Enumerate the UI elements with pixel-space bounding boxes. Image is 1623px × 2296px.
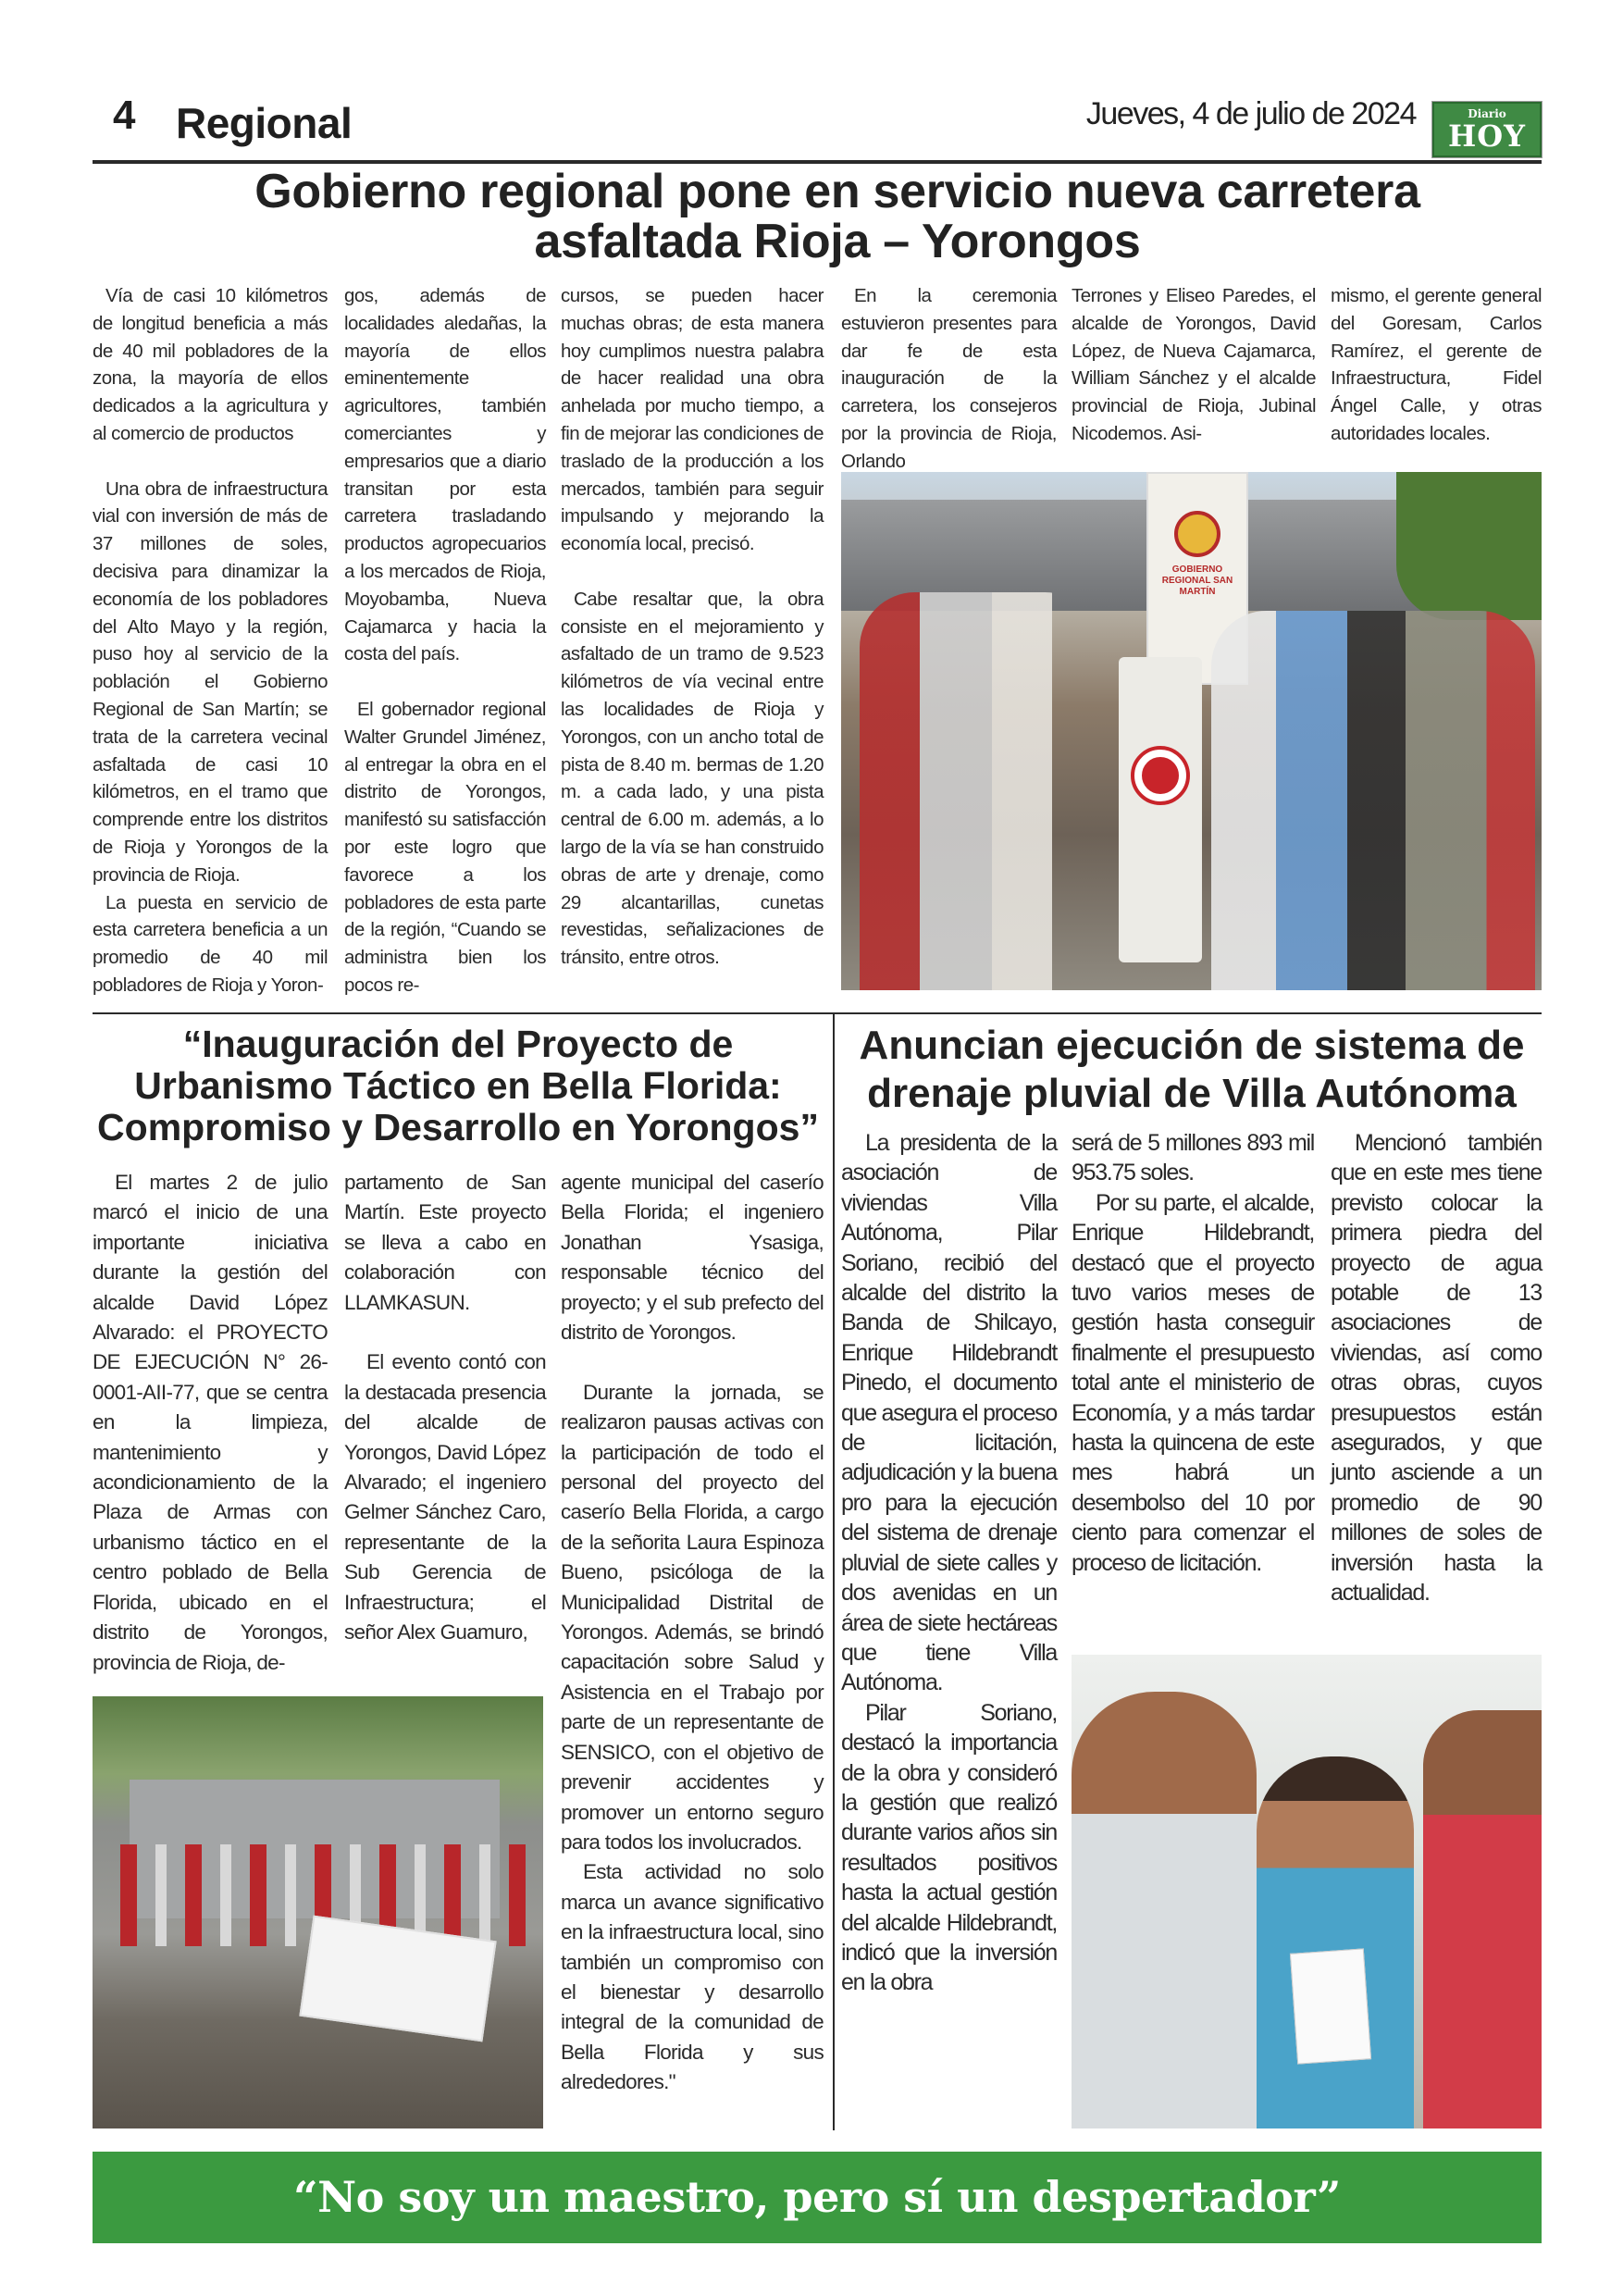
article1-col-3	[561, 282, 824, 972]
article1-headline: Gobierno regional pone en servicio nueva carretera asfaltada Rioja – Yorongos	[254, 165, 1420, 268]
paragraph: La puesta en servicio de esta carretera beneficia a un promedio de 40 mil pobladores de Rioja y Yoron-	[93, 891, 328, 996]
paragraph: partamento de San Martín. Este proyecto se lleva a cabo en colaboración con LLAMKASUN.	[344, 1171, 546, 1314]
header-rule	[93, 160, 1542, 164]
article2-headline: “Inauguración del Proyecto de Urbanismo Táctico en Bella Florida: Compromiso y Desarrollo en Yorongos”	[97, 1023, 819, 1148]
paragraph: gos, además de localidades aledañas, la mayoría de ellos eminentemente agricultores, también comerciantes y empresarios que a diario transitan por esta carretera trasladando productos agropecuarios a los mercados de Rioja, Moyobamba, Nueva Cajamarca y hacia la costa del país.	[344, 285, 546, 665]
paragraph: El martes 2 de julio marcó el inicio de una importante iniciativa durante la gestión del alcalde David López Alvarado: el PROYECTO DE EJECUCIÓN N° 26-0001-AII-77, que se centra en la limpieza, mantenimiento y acondicionamiento de la Plaza de Armas con urbanismo táctico en el centro poblado de Bella Florida, ubicado en el distrito de Yorongos, provincia de Rioja, de-	[93, 1171, 328, 1674]
logo-big-text: HOY	[1448, 118, 1526, 154]
article1-photo	[841, 472, 1542, 990]
column-divider	[833, 1014, 835, 2130]
article3-photo	[1072, 1655, 1542, 2128]
article2-col-1	[93, 1168, 328, 1678]
paragraph: mismo, el gerente general del Goresam, Carlos Ramírez, el gerente de Infraestructura, Fidel Ángel Calle, y otras autoridades locales.	[1331, 285, 1542, 444]
paragraph: Vía de casi 10 kilómetros de longitud beneficia a más de 40 mil pobladores de la zona, la mayoría de ellos dedicados a la agricultura y al comercio de productos	[93, 285, 328, 444]
article2-col-3	[561, 1168, 824, 2098]
photo-people-right	[1211, 611, 1535, 990]
paragraph: cursos, se pueden hacer muchas obras; de esta manera hoy cumplimos nuestra palabra de hacer realidad una obra anhelada por mucho tiempo, a fin de mejorar las condiciones de traslado de la producción a los mercados, también para seguir impulsando y mejorando la economía local, precisó.	[561, 285, 824, 555]
paragraph: será de 5 millones 893 mil 953.75 soles.	[1072, 1130, 1314, 1186]
paragraph: La presidenta de la asociación de viviendas Villa Autónoma, Pilar Soriano, recibió del alcalde del distrito la Banda de Shilcayo, Enrique Hildebrandt Pinedo, el documento que asegura el proceso de licitación, adjudicación y la buena pro para la ejecución del sistema de drenaje pluvial de siete calles y dos avenidas en un área de siete hectáreas que tiene Villa Autónoma.	[841, 1130, 1057, 1696]
article3-col-3	[1331, 1128, 1542, 1608]
paragraph: El gobernador regional Walter Grundel Jiménez, al entregar la obra en el distrito de Yorongos, manifestó su satisfacción por este logro que favorece a los pobladores de esta parte de la región, “Cuando se administra bien los pocos re-	[344, 698, 546, 996]
paragraph: Pilar Soriano, destacó la importancia de la obra y consideró la gestión que realizó durante varios años sin resultados positivos hasta la actual gestión del alcalde Hildebrandt, indicó que la inversión en la obra	[841, 1699, 1057, 1996]
footer-quote-banner: “No soy un maestro, pero sí un despertador”	[93, 2152, 1542, 2243]
paragraph: Por su parte, el alcalde, Enrique Hildebrandt, destacó que el proyecto tuvo varios meses de gestión hasta conseguir finalmente el presupuesto total ante el ministerio de Economía, y a más tardar hasta la quincena de este mes habrá un desembolso del 10 por ciento para comenzar el proceso de licitación.	[1072, 1189, 1314, 1576]
newspaper-logo	[1432, 102, 1542, 157]
paragraph: Esta actividad no solo marca un avance significativo en la infraestructura local, sino también un compromiso con el bienestar y desarrollo integral de la comunidad de Bella Florida y sus alrededores."	[561, 1860, 824, 2094]
page-number: 4	[113, 93, 136, 138]
article1-col-4	[841, 282, 1057, 476]
paragraph: Mencionó también que en este mes tiene previsto colocar la primera piedra del proyecto de agua potable de 13 asociaciones de viviendas, así como otras obras, cuyos presupuestos están asegurados, y que junto asciende a un promedio de 90 millones de soles de inversión hasta la actualidad.	[1331, 1130, 1542, 1607]
photo-sign-text: GOBIERNO REGIONAL SAN MARTÍN	[1161, 565, 1233, 597]
paragraph: El evento contó con la destacada presencia del alcalde de Yorongos, David López Alvarado; el ingeniero Gelmer Sánchez Caro, representante de la Sub Gerencia de Infraestructura; el señor Alex Guamuro,	[344, 1350, 546, 1644]
article1-col-2	[344, 282, 546, 999]
article2-col-2	[344, 1168, 546, 1647]
article2-photo	[93, 1696, 543, 2128]
photo-woman	[1257, 1756, 1414, 2128]
article3-col-1	[841, 1128, 1057, 1998]
photo-rosette	[1134, 750, 1186, 801]
section-divider	[93, 1012, 1542, 1014]
paragraph: Terrones y Eliseo Paredes, el alcalde de Yorongos, David López, de Nueva Cajamarca, William Sánchez y el alcalde provincial de Rioja, Jubinal Nicodemos. Asi-	[1072, 285, 1316, 444]
photo-monument	[1119, 657, 1202, 962]
article3-col-2	[1072, 1128, 1314, 1578]
paragraph: Cabe resaltar que, la obra consiste en el mejoramiento y asfaltado de un tramo de 9.523 kilómetros de vía vecinal entre las localidades de Rioja y Yorongos, con un ancho total de pista de 8.40 m. bermas de 1.20 m. a cada lado, y una pista central de 6.00 m. además, a lo largo de la vía se han construido obras de arte y drenaje, como 29 alcantarillas, cunetas revestidas, señalizaciones de tránsito, entre otros.	[561, 588, 824, 969]
photo-man-right	[1423, 1710, 1542, 2128]
article1-col-1	[93, 282, 328, 999]
issue-date: Jueves, 4 de julio de 2024	[1085, 96, 1416, 131]
paragraph: Una obra de infraestructura vial con inversión de más de 37 millones de soles, decisiva para dinamizar la economía de los pobladores del Alto Mayo y la región, puso hoy al servicio de la población el Gobierno Regional de San Martín; se trata de la carretera vecinal asfaltada de casi 10 kilómetros, en el tramo que comprende entre los distritos de Rioja y Yorongos de la provincia de Rioja.	[93, 478, 328, 886]
photo-trees	[1396, 472, 1542, 620]
paragraph: En la ceremonia estuvieron presentes para dar fe de esta inauguración de la carretera, los consejeros por la provincia de Rioja, Orlando	[841, 285, 1057, 472]
paragraph: agente municipal del caserío Bella Florida; el ingeniero Jonathan Ysasiga, responsable técnico del proyecto; y el sub prefecto del distrito de Yorongos.	[561, 1171, 824, 1345]
paragraph: Durante la jornada, se realizaron pausas activas con la participación de todo el personal del proyecto del caserío Bella Florida, a cargo de la señorita Laura Espinoza Bueno, psicóloga de la Municipalidad Distrital de Yorongos. Además, se brindó capacitación sobre Salud y Asistencia en el Trabajo por parte de un representante de SENSICO, con el objetivo de prevenir accidentes y promover un entorno seguro para todos los involucrados.	[561, 1380, 824, 1854]
photo-sign-emblem	[1174, 511, 1220, 557]
photo-people-left	[860, 592, 1100, 990]
article1-col-6	[1331, 282, 1542, 448]
photo-document	[1290, 1948, 1371, 2064]
photo-man	[1072, 1692, 1257, 2128]
article3-headline: Anuncian ejecución de sistema de drenaje pluvial de Villa Autónoma	[859, 1023, 1525, 1116]
logo-small-text: Diario	[1468, 107, 1506, 120]
section-title: Regional	[176, 99, 353, 147]
article1-col-5	[1072, 282, 1316, 448]
